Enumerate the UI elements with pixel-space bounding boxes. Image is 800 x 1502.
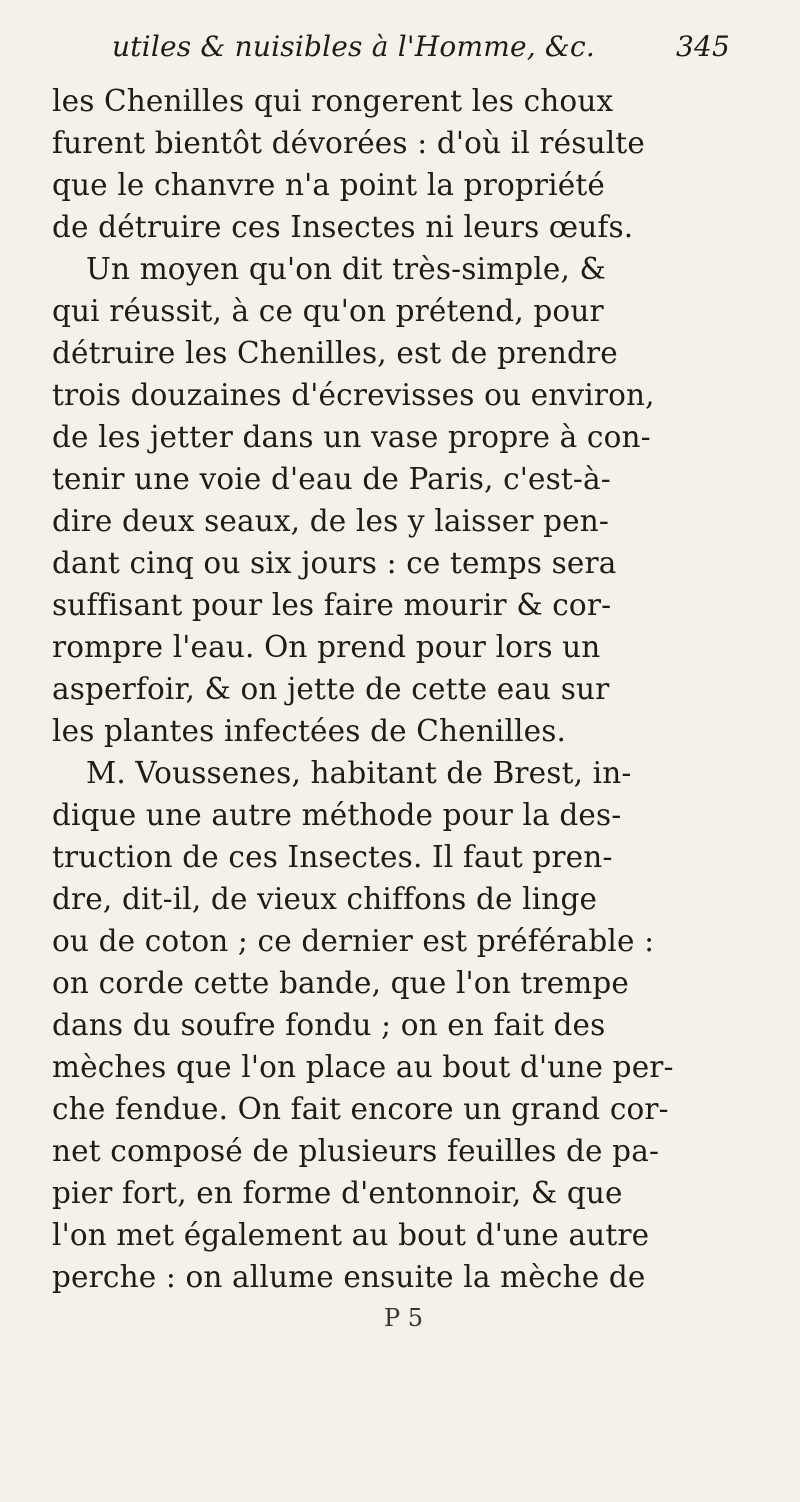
text-line: les plantes infectées de Chenilles. bbox=[52, 714, 567, 748]
text-line: de les jetter dans un vase propre à con- bbox=[52, 420, 651, 454]
text-line: qui réussit, à ce qu'on prétend, pour bbox=[52, 294, 604, 328]
text-line: l'on met également au bout d'une autre bbox=[52, 1218, 650, 1252]
text-line: que le chanvre n'a point la propriété bbox=[52, 168, 605, 202]
text-line: détruire les Chenilles, est de prendre bbox=[52, 336, 618, 370]
text-line: dire deux seaux, de les y laisser pen- bbox=[52, 504, 610, 538]
text-line: truction de ces Insectes. Il faut pren- bbox=[52, 840, 613, 874]
text-line: de détruire ces Insectes ni leurs œufs. bbox=[52, 210, 634, 244]
running-head bbox=[52, 30, 748, 70]
text-line: trois douzaines d'écrevisses ou environ, bbox=[52, 378, 655, 412]
text-line: Un moyen qu'on dit très-simple, & bbox=[86, 252, 606, 286]
text-line: mèches que l'on place au bout d'une per- bbox=[52, 1050, 674, 1084]
text-line: dique une autre méthode pour la des- bbox=[52, 798, 622, 832]
text-line: dre, dit-il, de vieux chiffons de linge bbox=[52, 882, 598, 916]
body-text bbox=[52, 80, 748, 1298]
text-line: les Chenilles qui rongerent les choux bbox=[52, 84, 614, 118]
signature-mark: P 5 bbox=[384, 1304, 424, 1332]
text-line: dans du soufre fondu ; on en fait des bbox=[52, 1008, 606, 1042]
text-line: che fendue. On fait encore un grand cor- bbox=[52, 1092, 669, 1126]
text-line: dant cinq ou six jours : ce temps sera bbox=[52, 546, 617, 580]
running-title: utiles & nuisibles à l'Homme, &c. bbox=[112, 30, 596, 63]
text-line: pier fort, en forme d'entonnoir, & que bbox=[52, 1176, 623, 1210]
text-line: ou de coton ; ce dernier est préférable : bbox=[52, 924, 655, 958]
text-line: perche : on allume ensuite la mèche de bbox=[52, 1260, 646, 1294]
text-line: suffisant pour les faire mourir & cor- bbox=[52, 588, 612, 622]
text-line: M. Voussenes, habitant de Brest, in- bbox=[86, 756, 632, 790]
text-line: asperfoir, & on jette de cette eau sur bbox=[52, 672, 610, 706]
text-line: net composé de plusieurs feuilles de pa- bbox=[52, 1134, 660, 1168]
text-line: furent bientôt dévorées : d'où il résulte bbox=[52, 126, 645, 160]
text-line: rompre l'eau. On prend pour lors un bbox=[52, 630, 601, 664]
page-number: 345 bbox=[675, 30, 730, 63]
text-line: on corde cette bande, que l'on trempe bbox=[52, 966, 630, 1000]
text-line: tenir une voie d'eau de Paris, c'est-à- bbox=[52, 462, 611, 496]
